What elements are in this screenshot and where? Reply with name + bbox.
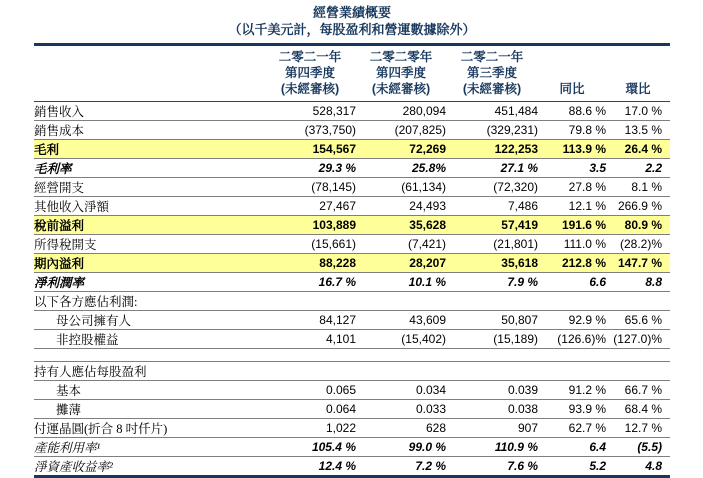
cell-value: 27.1 % <box>446 159 538 178</box>
cell-value: 7.6 % <box>446 457 538 477</box>
cell-value: 99.0 % <box>356 438 446 457</box>
row-label: 期內溢利 <box>34 254 264 273</box>
cell-value: 57,419 <box>446 216 538 235</box>
cell-value: 93.9 % <box>538 400 606 419</box>
cell-value: 8.1 % <box>606 178 670 197</box>
cell-value <box>538 349 606 362</box>
cell-value: (15,661) <box>264 235 356 254</box>
cell-value: 7.9 % <box>446 273 538 292</box>
financial-table <box>34 43 670 478</box>
table-row <box>34 273 670 292</box>
table-row <box>34 292 670 311</box>
label-column-header <box>34 45 264 102</box>
cell-value: 0.064 <box>264 400 356 419</box>
cell-value: 16.7 % <box>264 273 356 292</box>
cell-value <box>356 349 446 362</box>
cell-value: 66.7 % <box>606 381 670 400</box>
cell-value: 147.7 % <box>606 254 670 273</box>
cell-value: 191.6 % <box>538 216 606 235</box>
table-row <box>34 438 670 457</box>
cell-value: 907 <box>446 419 538 438</box>
table-row <box>34 362 670 381</box>
row-label: 銷售收入 <box>34 102 264 121</box>
column-header: 同比 <box>538 45 606 102</box>
cell-value: (329,231) <box>446 121 538 140</box>
row-label: 銷售成本 <box>34 121 264 140</box>
cell-value: 88.6 % <box>538 102 606 121</box>
cell-value: (7,421) <box>356 235 446 254</box>
cell-value: (373,750) <box>264 121 356 140</box>
cell-value: 528,317 <box>264 102 356 121</box>
table-row <box>34 311 670 330</box>
cell-value: 7,486 <box>446 197 538 216</box>
table-row <box>34 349 670 362</box>
cell-value: (21,801) <box>446 235 538 254</box>
cell-value: 65.6 % <box>606 311 670 330</box>
cell-value: 7.2 % <box>356 457 446 477</box>
header-row <box>34 45 670 102</box>
table-row <box>34 235 670 254</box>
cell-value <box>538 292 606 311</box>
cell-value: 1,022 <box>264 419 356 438</box>
cell-value: 451,484 <box>446 102 538 121</box>
row-label: 稅前溢利 <box>34 216 264 235</box>
row-label: 以下各方應佔利潤: <box>34 292 264 311</box>
cell-value <box>264 292 356 311</box>
cell-value: 88,228 <box>264 254 356 273</box>
cell-value: (28.2)% <box>606 235 670 254</box>
cell-value: 25.8% <box>356 159 446 178</box>
cell-value: 4,101 <box>264 330 356 349</box>
row-label: 持有人應佔每股盈利 <box>34 362 264 381</box>
row-label: 非控股權益 <box>34 330 264 349</box>
page-subtitle: （以千美元計，每股盈利和營運數據除外） <box>228 22 476 37</box>
row-label: 所得稅開支 <box>34 235 264 254</box>
cell-value: 266.9 % <box>606 197 670 216</box>
cell-value: 50,807 <box>446 311 538 330</box>
cell-value: 0.033 <box>356 400 446 419</box>
row-label <box>34 349 264 362</box>
cell-value <box>446 292 538 311</box>
cell-value: 0.039 <box>446 381 538 400</box>
cell-value: (61,134) <box>356 178 446 197</box>
table-row <box>34 159 670 178</box>
row-label: 母公司擁有人 <box>34 311 264 330</box>
cell-value: 92.9 % <box>538 311 606 330</box>
column-header: 環比 <box>606 45 670 102</box>
cell-value: 35,618 <box>446 254 538 273</box>
table-row <box>34 419 670 438</box>
cell-value: (5.5) <box>606 438 670 457</box>
cell-value: 27,467 <box>264 197 356 216</box>
table-row <box>34 400 670 419</box>
cell-value: 62.7 % <box>538 419 606 438</box>
cell-value: 113.9 % <box>538 140 606 159</box>
cell-value: 17.0 % <box>606 102 670 121</box>
cell-value: 12.4 % <box>264 457 356 477</box>
cell-value: 5.2 <box>538 457 606 477</box>
cell-value: 29.3 % <box>264 159 356 178</box>
cell-value: 280,094 <box>356 102 446 121</box>
table-row <box>34 381 670 400</box>
cell-value <box>446 362 538 381</box>
table-row <box>34 254 670 273</box>
cell-value: 0.065 <box>264 381 356 400</box>
cell-value: 4.8 <box>606 457 670 477</box>
cell-value: 79.8 % <box>538 121 606 140</box>
table-row <box>34 121 670 140</box>
page-title: 經營業績概要 <box>312 5 391 20</box>
cell-value: 111.0 % <box>538 235 606 254</box>
cell-value: 26.4 % <box>606 140 670 159</box>
column-header: 二零二一年 第三季度 (未經審核) <box>446 45 538 102</box>
cell-value: (127.0)% <box>606 330 670 349</box>
table-row <box>34 197 670 216</box>
cell-value: 212.8 % <box>538 254 606 273</box>
cell-value: 91.2 % <box>538 381 606 400</box>
cell-value: 12.7 % <box>606 419 670 438</box>
cell-value: 72,269 <box>356 140 446 159</box>
cell-value: 35,628 <box>356 216 446 235</box>
cell-value: 105.4 % <box>264 438 356 457</box>
cell-value: 12.1 % <box>538 197 606 216</box>
cell-value: (15,402) <box>356 330 446 349</box>
table-body <box>34 102 670 477</box>
cell-value: 84,127 <box>264 311 356 330</box>
cell-value <box>264 349 356 362</box>
cell-value: 6.4 <box>538 438 606 457</box>
row-label: 基本 <box>34 381 264 400</box>
column-header: 二零二零年 第四季度 (未經審核) <box>356 45 446 102</box>
cell-value: 8.8 <box>606 273 670 292</box>
cell-value: 103,889 <box>264 216 356 235</box>
cell-value <box>538 362 606 381</box>
cell-value: (15,189) <box>446 330 538 349</box>
cell-value: 24,493 <box>356 197 446 216</box>
cell-value: 3.5 <box>538 159 606 178</box>
row-label: 淨資產收益率² <box>34 457 264 477</box>
cell-value: 122,253 <box>446 140 538 159</box>
row-label: 產能利用率¹ <box>34 438 264 457</box>
cell-value: (72,320) <box>446 178 538 197</box>
cell-value: 80.9 % <box>606 216 670 235</box>
cell-value: 110.9 % <box>446 438 538 457</box>
cell-value: 2.2 <box>606 159 670 178</box>
row-label: 經營開支 <box>34 178 264 197</box>
row-label: 其他收入淨額 <box>34 197 264 216</box>
row-label: 毛利率 <box>34 159 264 178</box>
cell-value: 13.5 % <box>606 121 670 140</box>
cell-value <box>356 362 446 381</box>
cell-value: (78,145) <box>264 178 356 197</box>
table-row <box>34 178 670 197</box>
cell-value: 0.034 <box>356 381 446 400</box>
cell-value: 43,609 <box>356 311 446 330</box>
row-label: 毛利 <box>34 140 264 159</box>
table-header <box>34 45 670 102</box>
cell-value <box>606 292 670 311</box>
column-header: 二零二一年 第四季度 (未經審核) <box>264 45 356 102</box>
row-label: 淨利潤率 <box>34 273 264 292</box>
table-row <box>34 102 670 121</box>
table-row <box>34 216 670 235</box>
cell-value: (126.6)% <box>538 330 606 349</box>
cell-value <box>606 349 670 362</box>
row-label: 攤薄 <box>34 400 264 419</box>
cell-value: 0.038 <box>446 400 538 419</box>
table-row <box>34 330 670 349</box>
cell-value <box>356 292 446 311</box>
cell-value <box>446 349 538 362</box>
financial-summary-document <box>34 4 670 478</box>
cell-value: 28,207 <box>356 254 446 273</box>
table-row <box>34 140 670 159</box>
cell-value: 10.1 % <box>356 273 446 292</box>
cell-value: (207,825) <box>356 121 446 140</box>
table-row <box>34 457 670 477</box>
cell-value <box>606 362 670 381</box>
row-label: 付運晶圓(折合 8 吋仟片) <box>34 419 264 438</box>
cell-value: 68.4 % <box>606 400 670 419</box>
cell-value <box>264 362 356 381</box>
cell-value: 6.6 <box>538 273 606 292</box>
cell-value: 27.8 % <box>538 178 606 197</box>
cell-value: 628 <box>356 419 446 438</box>
cell-value: 154,567 <box>264 140 356 159</box>
